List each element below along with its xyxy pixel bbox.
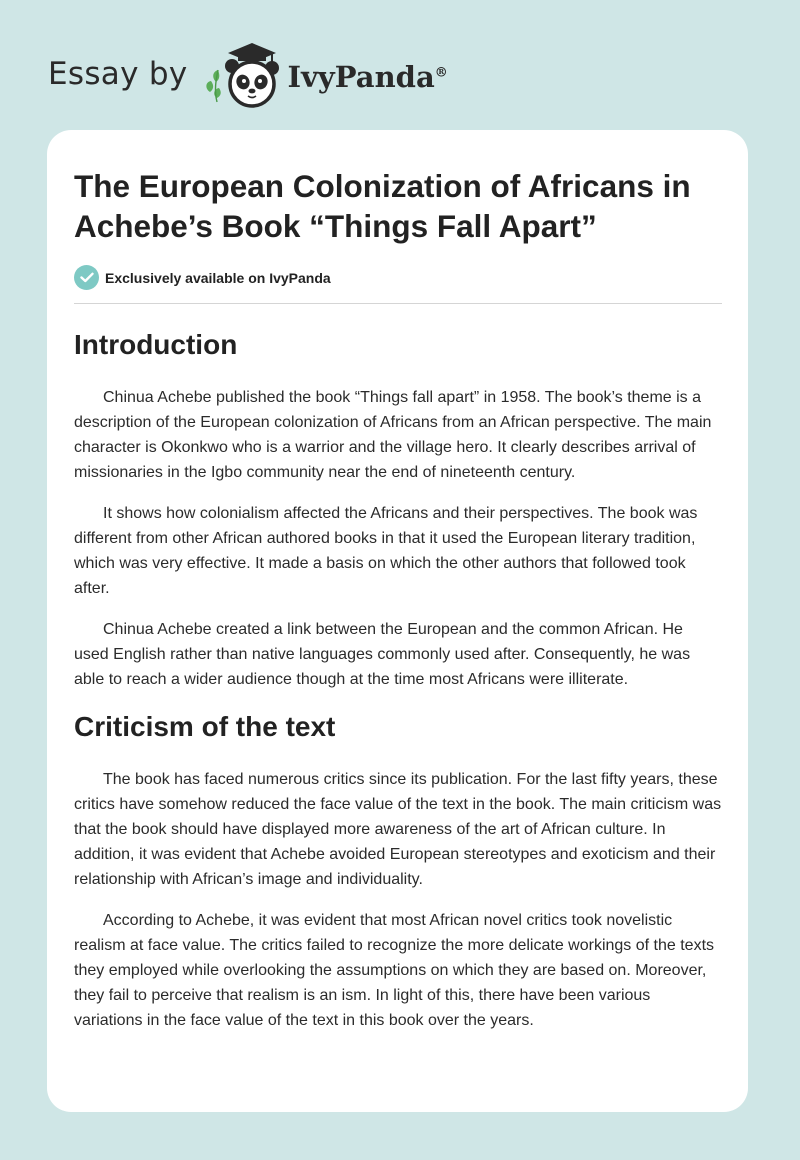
paragraph: Chinua Achebe created a link between the European and the common African. He used English rather than native languages commonly used after. Consequently, he was able to reach a wider audience though at the time most Africans were illiterate. — [74, 621, 691, 688]
exclusive-label: Exclusively available on IvyPanda — [105, 269, 331, 286]
essay-title: The European Colonization of Africans in Achebe’s Book “Things Fall Apart” — [74, 168, 691, 244]
brand-name[interactable]: IvyPanda® — [287, 60, 448, 94]
essay-card — [47, 130, 748, 1112]
section-criticism — [74, 710, 722, 1033]
exclusive-badge — [74, 265, 722, 290]
brand-prefix: Essay by — [48, 56, 188, 92]
section-heading: Criticism of the text — [74, 711, 336, 742]
paragraph: Chinua Achebe published the book “Things fall apart” in 1958. The book’s theme is a description of the European colonization of Africans from an African perspective. The main character is Okonkwo who is a warrior and the village hero. It clearly describes arrival of missionaries in the Igbo community near the end of nineteenth century. — [74, 389, 712, 481]
registered-mark: ® — [434, 65, 448, 81]
check-icon — [74, 265, 99, 290]
paragraph: It shows how colonialism affected the Africans and their perspectives. The book was different from other African authored books in that it used the European literary tradition, which was very effective. It made a basis on which the other authors that followed took after. — [74, 505, 698, 597]
section-heading: Introduction — [74, 329, 238, 360]
site-header — [48, 36, 448, 112]
ivy-leaf-icon — [206, 70, 220, 102]
paragraph: According to Achebe, it was evident that most African novel critics took novelistic realism at face value. The critics failed to recognize the more delicate workings of the texts they employed while overlooking the assumptions on which they are based on. Moreover, they fail to perceive that realism is an ism. In light of this, there have been various variations in the face value of the text in this book over the years. — [74, 912, 715, 1029]
paragraph: The book has faced numerous critics since its publication. For the last fifty years, these critics have somehow reduced the face value of the text in the book. The main criticism was that the book should have displayed more awareness of the art of African culture. In addition, it was evident that Achebe avoided European stereotypes and exoticism and their relationship with African’s image and individuality. — [74, 771, 722, 888]
section-introduction — [74, 328, 722, 692]
panda-graduate-logo-icon[interactable] — [202, 36, 298, 112]
title-divider — [74, 303, 722, 304]
